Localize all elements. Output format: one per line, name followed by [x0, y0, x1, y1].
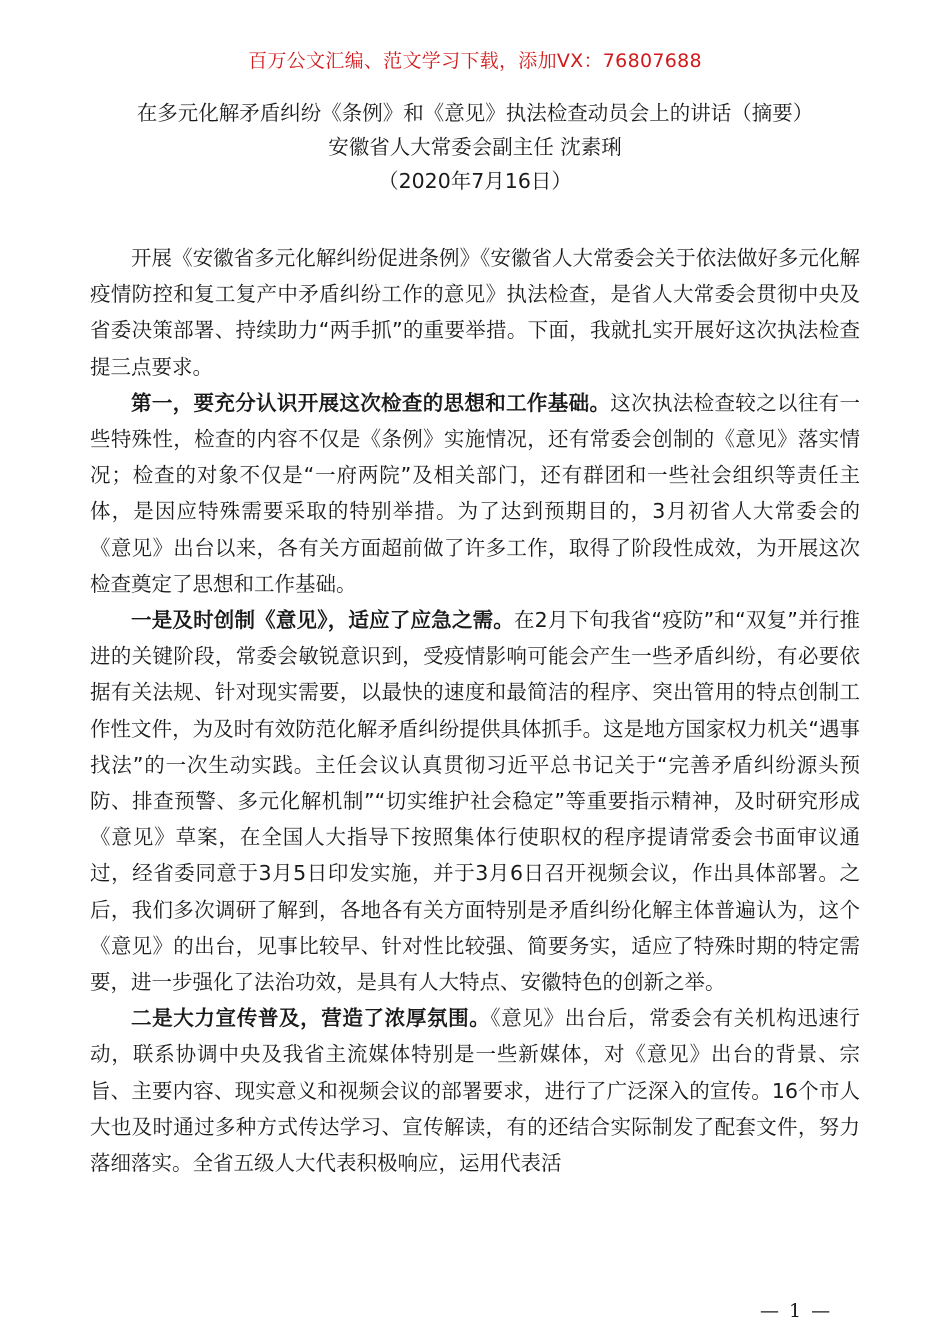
- paragraph-first-point: 第一，要充分认识开展这次检查的思想和工作基础。这次执法检查较之以往有一些特殊性，检查的内容不仅是《条例》实施情况，还有常委会创制的《意见》落实情况；检查的对象不仅是“一府两院”及相关部门，还有群团和一些社会组织等责任主体，是因应特殊需要采取的特别举措。为了达到预期目的，3月初省人大常委会的《意见》出台以来，各有关方面超前做了许多工作，取得了阶段性成效，为开展这次检查奠定了思想和工作基础。: [90, 390, 861, 596]
- document-header: [0, 96, 950, 198]
- page-number: — 1 —: [760, 1300, 833, 1322]
- speaker-line: 安徽省人大常委会副主任 沈素琍: [328, 135, 622, 159]
- document-title: 在多元化解矛盾纠纷《条例》和《意见》执法检查动员会上的讲话（摘要）: [136, 101, 814, 125]
- speech-date: （2020年7月16日）: [378, 169, 572, 193]
- paragraph-intro: 开展《安徽省多元化解纠纷促进条例》《安徽省人大常委会关于依法做好多元化解疫情防控和复工复产中矛盾纠纷工作的意见》执法检查，是省人大常委会贯彻中央及省委决策部署、持续助力“两手抓”的重要举措。下面，我就扎实开展好这次执法检查提三点要求。: [90, 246, 860, 379]
- watermark-banner: 百万公文汇编、范文学习下载，添加VX：76807688: [248, 50, 702, 72]
- paragraph-subpoint-one: 一是及时创制《意见》，适应了应急之需。在2月下旬我省“疫防”和“双复”并行推进的关键阶段，常委会敏锐意识到，受疫情影响可能会产生一些矛盾纠纷，有必要依据有关法规、针对现实需要，以最快的速度和最简洁的程序、突出管用的特点创制工作性文件，为及时有效防范化解矛盾纠纷提供具体抓手。这是地方国家权力机关“遇事找法”的一次生动实践。主任会议认真贯彻习近平总书记关于“完善矛盾纠纷源头预防、排查预警、多元化解机制”“切实维护社会稳定”等重要指示精神，及时研究形成《意见》草案，在全国人大指导下按照集体行使职权的程序提请常委会书面审议通过，经省委同意于3月5日印发实施，并于3月6日召开视频会议，作出具体部署。之后，我们多次调研了解到，各地各有关方面特别是矛盾纠纷化解主体普遍认为，这个《意见》的出台，见事比较早、针对性比较强、简要务实，适应了特殊时期的特定需要，进一步强化了法治功效，是具有人大特点、安徽特色的创新之举。: [90, 608, 861, 995]
- paragraph-heading: 二是大力宣传普及，营造了浓厚氛围。: [131, 1006, 491, 1031]
- paragraph-heading: 第一，要充分认识开展这次检查的思想和工作基础。: [131, 390, 611, 415]
- document-body: [90, 240, 860, 1181]
- paragraph-heading: 一是及时创制《意见》，适应了应急之需。: [131, 608, 514, 633]
- paragraph-subpoint-two: 二是大力宣传普及，营造了浓厚氛围。《意见》出台后，常委会有关机构迅速行动，联系协调中央及我省主流媒体特别是一些新媒体，对《意见》出台的背景、宗旨、主要内容、现实意义和视频会议的部署要求，进行了广泛深入的宣传。16个市人大也及时通过多种方式传达学习、宣传解读，有的还结合实际制发了配套文件，努力落细落实。全省五级人大代表积极响应，运用代表活: [90, 1006, 860, 1176]
